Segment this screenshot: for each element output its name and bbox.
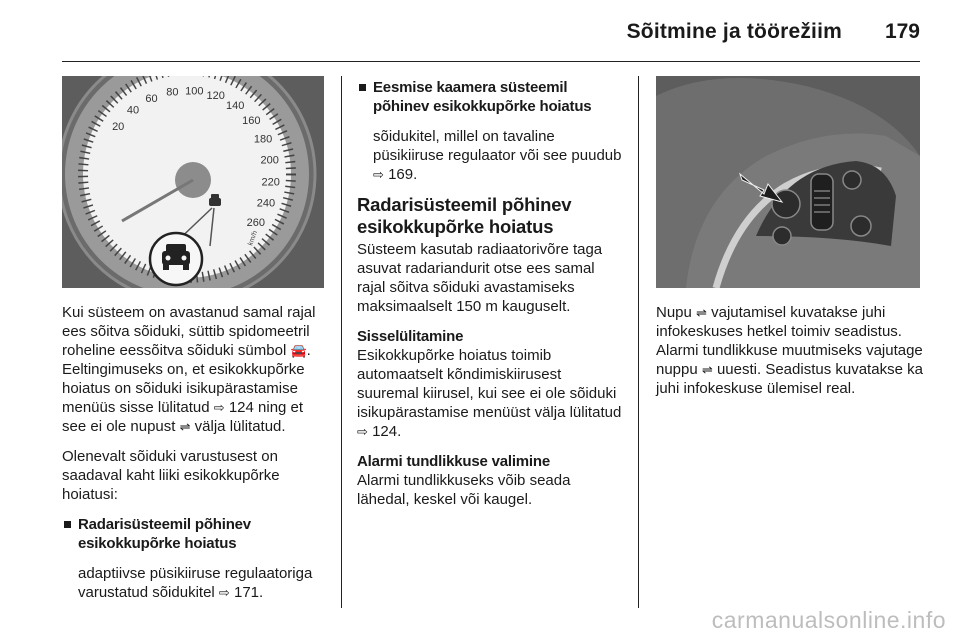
speed-tick-label: 260 bbox=[246, 217, 265, 230]
speed-tick-label: 140 bbox=[226, 100, 245, 113]
bullet-square bbox=[359, 84, 366, 91]
speed-tick-label: 100 bbox=[185, 85, 204, 98]
speed-tick-label: 220 bbox=[261, 176, 280, 189]
list-item-radar bbox=[62, 515, 330, 602]
speed-tick-label: 180 bbox=[253, 133, 273, 146]
speed-tick-label: 240 bbox=[256, 197, 276, 210]
speedometer-image bbox=[62, 76, 324, 288]
header-rule bbox=[62, 61, 920, 62]
speed-tick-label: 20 bbox=[112, 120, 125, 133]
bullet-title-camera: Eesmise kaamera süsteemil põhinev esikokkupõrke hoiatus bbox=[373, 79, 592, 115]
paragraph-sensitivity: Alarmi tundlikkuseks võib seada lähedal, keskel või kaugel. bbox=[357, 472, 571, 508]
steering-wheel-image bbox=[656, 76, 920, 288]
collision-button-icon: ⇌ bbox=[179, 419, 191, 434]
bullet-text-radar: adaptiivse püsikiiruse regulaatoriga varustatud sõidukitel ⇨ 171. bbox=[78, 565, 313, 601]
car-icon: 🚘 bbox=[290, 343, 307, 358]
subheading-activation: Sisselülitamine bbox=[357, 328, 464, 345]
paragraph-forward-vehicle: Kui süsteem on avastanud samal rajal ees sõitva sõiduki, süttib spidomeetril roheline eessõitva sõiduki sümbol 🚘. Eeltingimuseks on, et esikokkupõrke hoiatus on sõiduki isikupärastamise menüüs sisse lülitatud ⇨ 124 ning et see ei ole nupust ⇌ välja lülitatud. bbox=[62, 304, 316, 435]
paragraph-warning-types: Olenevalt sõiduki varustusest on saadaval kaht liiki esikokkupõrke hoiatusi: bbox=[62, 448, 280, 503]
reference-arrow-icon: ⇨ bbox=[357, 424, 368, 439]
collision-button-icon: ⇌ bbox=[701, 362, 713, 377]
bullet-square bbox=[64, 521, 71, 528]
reference-arrow-icon: ⇨ bbox=[373, 167, 384, 182]
paragraph-activation: Esikokkupõrke hoiatus toimib automaatselt kõndimiskiirusest suuremal kiirusel, kui see ei ole sõiduki isikupärastamise menüüst välja lülitatud ⇨ 124. bbox=[357, 347, 622, 440]
bullet-text-camera: sõidukitel, millel on tavaline püsikiiruse regulaator või see puudub ⇨ 169. bbox=[373, 128, 622, 183]
speedometer-illustration bbox=[62, 76, 324, 288]
column-divider-1 bbox=[341, 76, 342, 608]
column-2-text bbox=[357, 78, 625, 520]
watermark: carmanualsonline.info bbox=[711, 607, 946, 633]
section-heading: Radarisüsteemil põhinev esikokkupõrke hoiatus bbox=[357, 194, 572, 237]
reference-arrow-icon: ⇨ bbox=[213, 400, 225, 415]
speed-tick-label: 160 bbox=[242, 115, 261, 127]
speed-tick-label: 60 bbox=[145, 92, 158, 105]
list-item-camera bbox=[357, 78, 625, 184]
paragraph-button: Nupu ⇌ vajutamisel kuvatakse juhi infokeskuses hetkel toimiv seadistus. Alarmi tundlikkuse muutmiseks vajutage nuppu ⇌ uuesti. Seadistus kuvatakse ka juhi infokeskuse ülemisel real. bbox=[656, 304, 923, 397]
speed-tick-label: 40 bbox=[126, 104, 140, 117]
column-divider-2 bbox=[638, 76, 639, 608]
bullet-title-radar: Radarisüsteemil põhinev esikokkupõrke hoiatus bbox=[78, 516, 251, 552]
subheading-sensitivity: Alarmi tundlikkuse valimine bbox=[357, 453, 550, 470]
reference-arrow-icon: ⇨ bbox=[218, 585, 230, 600]
speed-tick-label: 120 bbox=[206, 90, 225, 103]
column-3-text bbox=[656, 303, 924, 409]
paragraph-intro: Süsteem kasutab radiaatorivõre taga asuvat radariandurit otse ees samal rajal sõitva sõiduki avastamiseks maksimaalselt 150 m kauguselt. bbox=[357, 241, 603, 315]
page-number: 179 bbox=[884, 20, 920, 43]
svg-text:km/h: km/h bbox=[247, 230, 260, 247]
steering-wheel-illustration bbox=[656, 76, 920, 288]
column-1-text bbox=[62, 303, 330, 602]
speed-tick-label: 80 bbox=[166, 86, 179, 99]
collision-button-icon: ⇌ bbox=[696, 305, 707, 320]
speed-tick-label: 200 bbox=[260, 154, 279, 167]
section-title: Sõitmine ja töörežiim bbox=[626, 20, 842, 43]
